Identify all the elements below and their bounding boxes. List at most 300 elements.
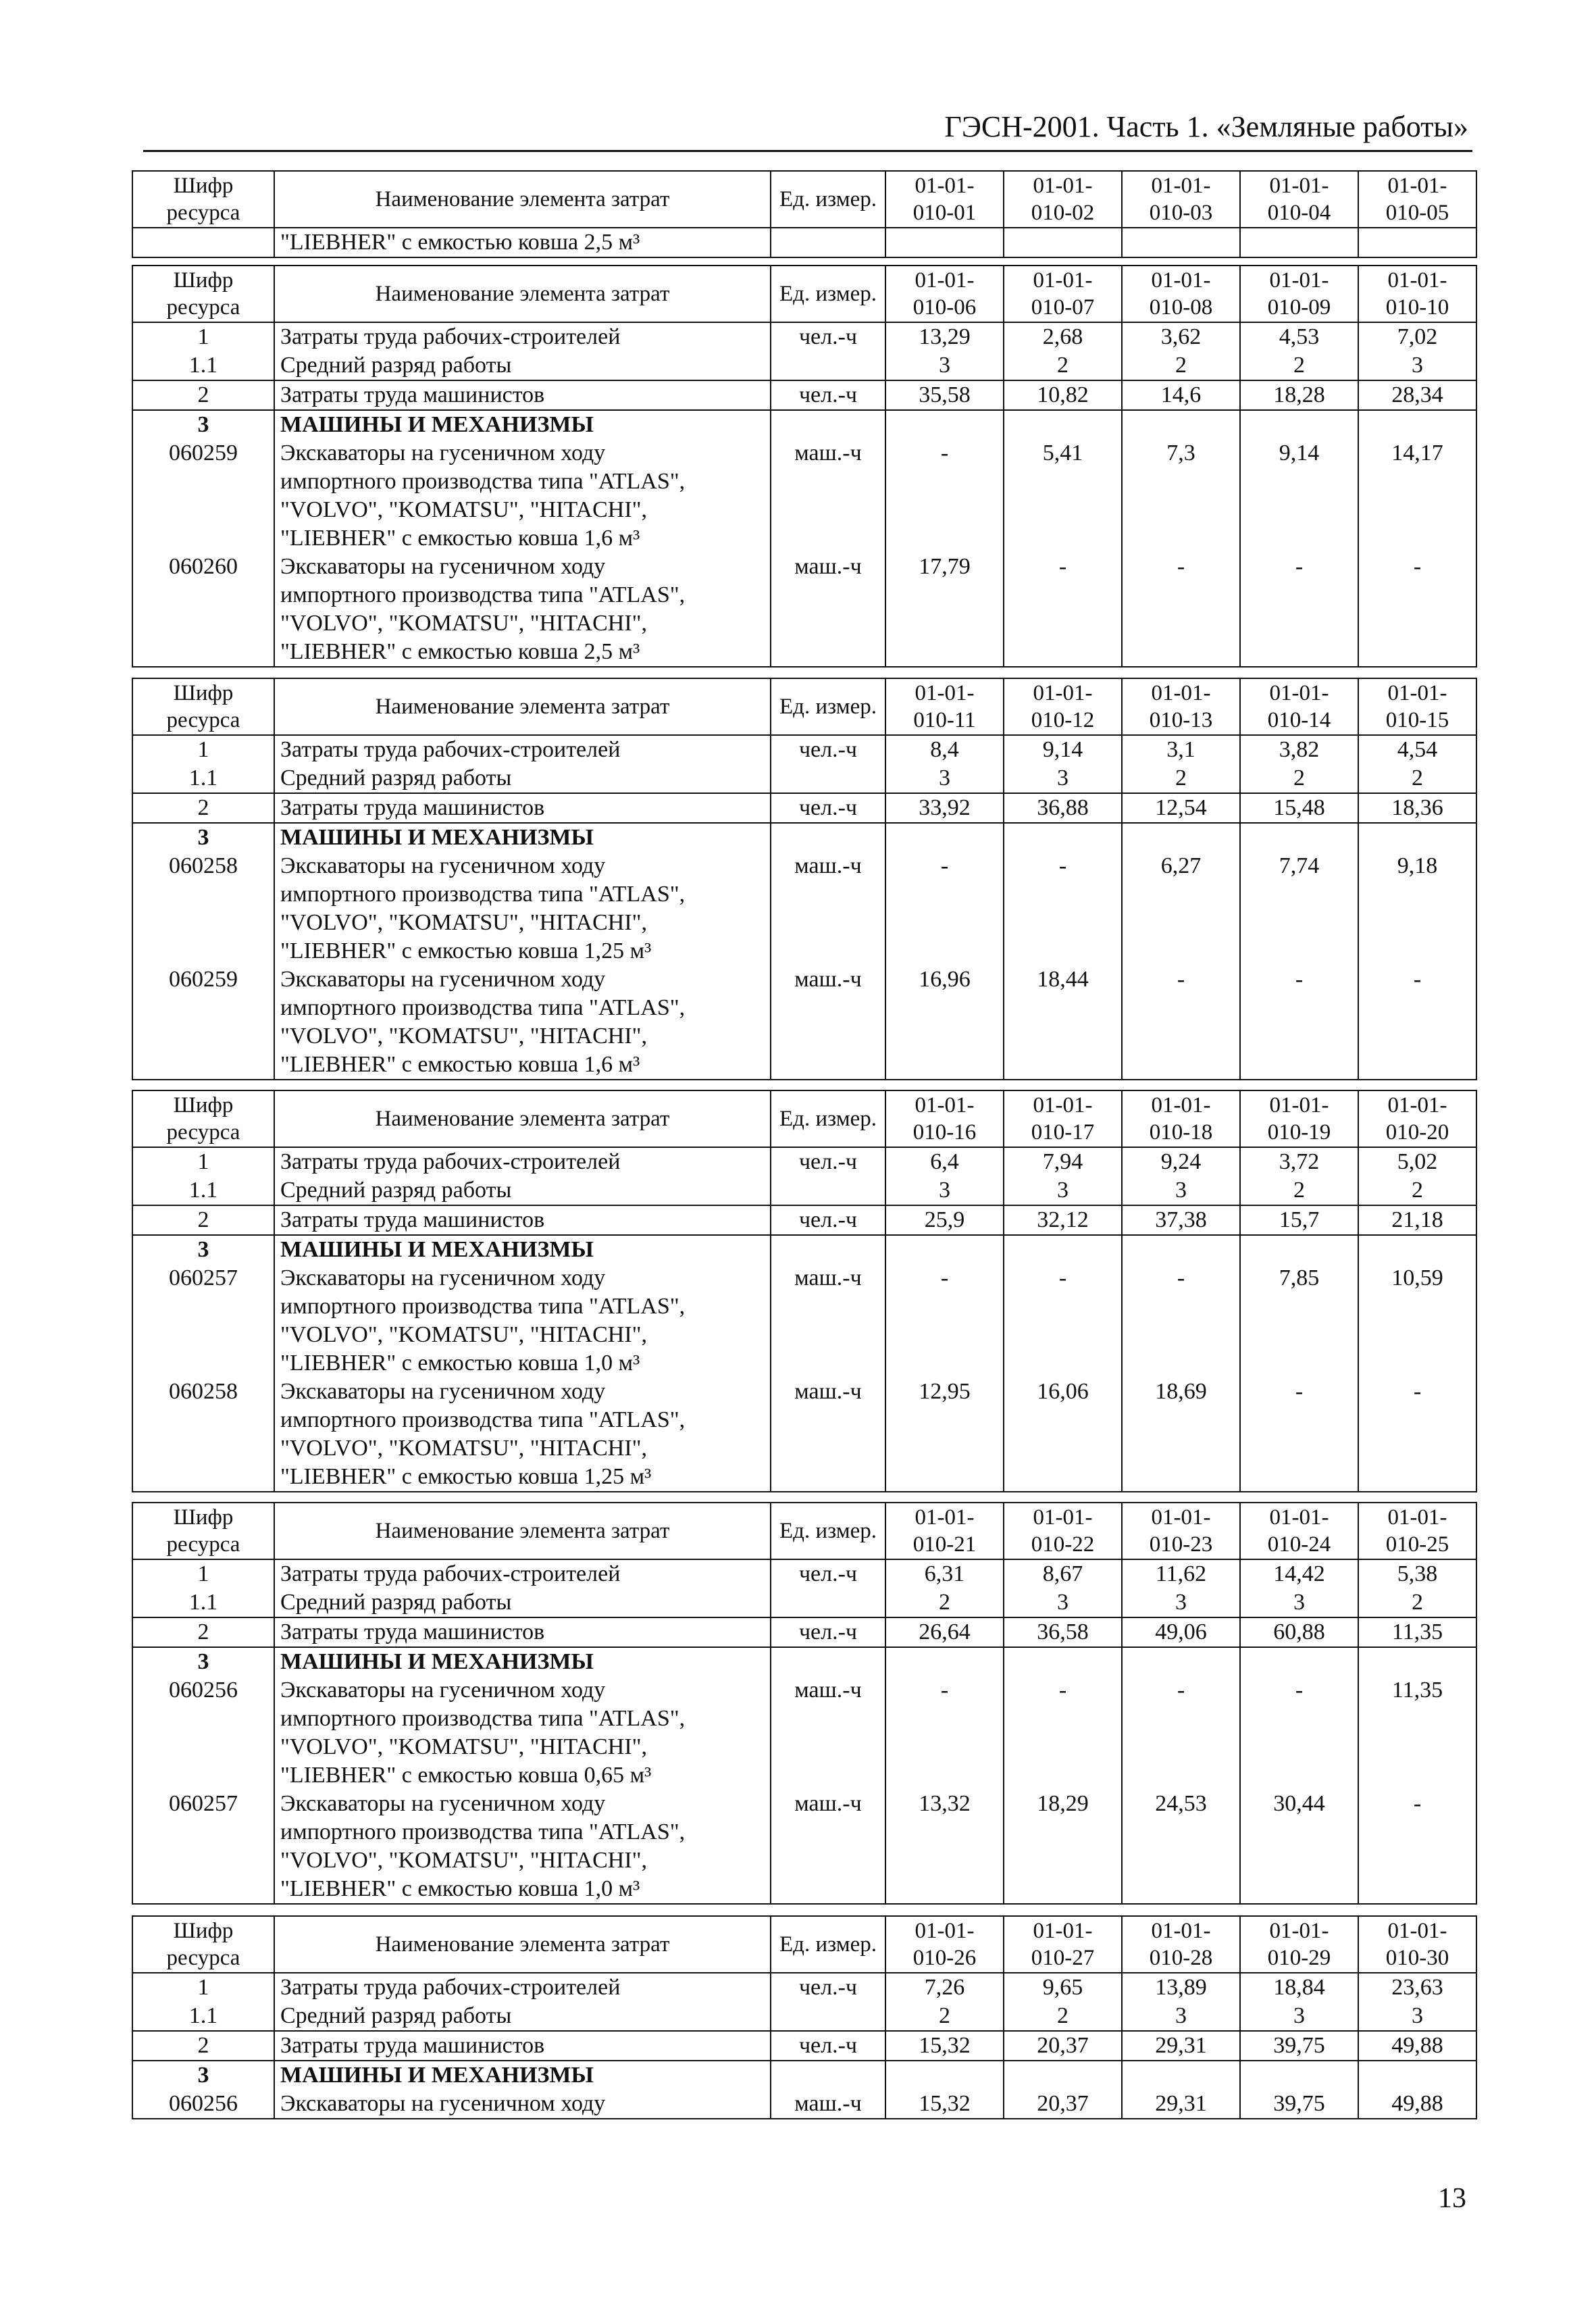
- table-row: [132, 1676, 1476, 1790]
- row-unit: чел.-ч: [771, 1205, 885, 1235]
- row-value: 7,94: [1004, 1147, 1122, 1176]
- row-value: 39,75: [1240, 2090, 1358, 2119]
- row-unit: чел.-ч: [771, 2031, 885, 2061]
- row-value: -: [1122, 553, 1240, 667]
- row-unit: маш.-ч: [771, 1790, 885, 1904]
- row-value: 2: [1122, 351, 1240, 380]
- header-norm-code: 01-01- 010-22: [1004, 1503, 1122, 1559]
- table-row: [132, 553, 1476, 667]
- norm-table-4: [132, 1090, 1477, 1492]
- table-header-row: [132, 1916, 1476, 1973]
- row-value: 8,67: [1004, 1559, 1122, 1588]
- row-value: -: [885, 439, 1004, 553]
- row-value: -: [1122, 965, 1240, 1080]
- table-row: [132, 2031, 1476, 2061]
- row-name: МАШИНЫ И МЕХАНИЗМЫ: [274, 1647, 771, 1676]
- row-unit: чел.-ч: [771, 793, 885, 823]
- header-unit: Ед. измер.: [771, 1090, 885, 1147]
- header-code: Шифр ресурса: [132, 1916, 274, 1973]
- row-code: 1: [132, 1147, 274, 1176]
- row-unit: маш.-ч: [771, 1264, 885, 1378]
- row-unit: [771, 823, 885, 852]
- row-unit: [771, 2061, 885, 2090]
- header-code: Шифр ресурса: [132, 1503, 274, 1559]
- table-row: [132, 1588, 1476, 1617]
- row-value: 2: [1358, 1588, 1476, 1617]
- table-row: [132, 1647, 1476, 1676]
- row-value: -: [1358, 553, 1476, 667]
- row-name: Затраты труда рабочих-строителей: [274, 1973, 771, 2002]
- row-value: -: [1004, 1264, 1122, 1378]
- row-code: 060256: [132, 2090, 274, 2119]
- row-value: [1240, 228, 1358, 257]
- header-title: ГЭСН-2001. Часть 1. «Земляные работы»: [944, 110, 1468, 143]
- row-value: 7,74: [1240, 852, 1358, 965]
- header-unit: Ед. измер.: [771, 266, 885, 322]
- header-code: Шифр ресурса: [132, 1090, 274, 1147]
- header-norm-code: 01-01- 010-03: [1122, 171, 1240, 228]
- row-code: 1.1: [132, 351, 274, 380]
- header-name: Наименование элемента затрат: [274, 1090, 771, 1147]
- row-name: Экскаваторы на гусеничном ходу импортного производства типа "ATLAS", "VOLVO", "KOMATSU", "HITACHI", "LIEBHER" с емкостью ковша 2,5 м³: [274, 553, 771, 667]
- row-value: 24,53: [1122, 1790, 1240, 1904]
- row-value: 3: [1358, 2002, 1476, 2031]
- row-value: 11,35: [1358, 1676, 1476, 1790]
- header-name: Наименование элемента затрат: [274, 1916, 771, 1973]
- row-value: 18,84: [1240, 1973, 1358, 2002]
- header-norm-code: 01-01- 010-20: [1358, 1090, 1476, 1147]
- row-value: 6,27: [1122, 852, 1240, 965]
- row-value: 3: [1240, 2002, 1358, 2031]
- row-value: 2: [1358, 1176, 1476, 1205]
- row-value: 3: [1358, 351, 1476, 380]
- row-value: 9,24: [1122, 1147, 1240, 1176]
- row-value: [885, 410, 1004, 439]
- header-norm-code: 01-01- 010-15: [1358, 678, 1476, 735]
- row-value: 13,32: [885, 1790, 1004, 1904]
- row-value: 35,58: [885, 380, 1004, 410]
- header-norm-code: 01-01- 010-09: [1240, 266, 1358, 322]
- row-value: 9,65: [1004, 1973, 1122, 2002]
- row-unit: [771, 1588, 885, 1617]
- row-value: 2: [885, 2002, 1004, 2031]
- row-name: МАШИНЫ И МЕХАНИЗМЫ: [274, 823, 771, 852]
- row-value: 18,36: [1358, 793, 1476, 823]
- row-value: 4,53: [1240, 322, 1358, 351]
- row-value: [1004, 1235, 1122, 1264]
- row-unit: чел.-ч: [771, 735, 885, 764]
- table-row: [132, 1235, 1476, 1264]
- row-value: 14,17: [1358, 439, 1476, 553]
- row-value: [1122, 1647, 1240, 1676]
- row-value: 3: [1122, 1176, 1240, 1205]
- header-unit: Ед. измер.: [771, 1503, 885, 1559]
- row-name: Экскаваторы на гусеничном ходу импортного производства типа "ATLAS", "VOLVO", "KOMATSU", "HITACHI", "LIEBHER" с емкостью ковша 1,0 м³: [274, 1264, 771, 1378]
- row-value: 3,1: [1122, 735, 1240, 764]
- row-value: 7,3: [1122, 439, 1240, 553]
- row-value: 49,06: [1122, 1617, 1240, 1647]
- row-value: -: [1240, 1676, 1358, 1790]
- row-value: 15,32: [885, 2031, 1004, 2061]
- row-name: Затраты труда машинистов: [274, 1205, 771, 1235]
- norm-table-6: [132, 1915, 1477, 2119]
- row-value: -: [1358, 1378, 1476, 1492]
- row-value: 7,26: [885, 1973, 1004, 2002]
- row-code: 060258: [132, 1378, 274, 1492]
- header-name: Наименование элемента затрат: [274, 266, 771, 322]
- row-code: 3: [132, 410, 274, 439]
- row-value: 9,14: [1240, 439, 1358, 553]
- header-name: Наименование элемента затрат: [274, 678, 771, 735]
- row-unit: маш.-ч: [771, 553, 885, 667]
- table-row: [132, 852, 1476, 965]
- row-unit: [771, 410, 885, 439]
- table-row: [132, 1147, 1476, 1176]
- row-unit: маш.-ч: [771, 2090, 885, 2119]
- table-row: [132, 2002, 1476, 2031]
- row-value: [1004, 228, 1122, 257]
- row-value: 15,32: [885, 2090, 1004, 2119]
- row-value: 11,35: [1358, 1617, 1476, 1647]
- row-name: Затраты труда машинистов: [274, 2031, 771, 2061]
- row-value: 7,02: [1358, 322, 1476, 351]
- row-value: 21,18: [1358, 1205, 1476, 1235]
- row-value: 15,7: [1240, 1205, 1358, 1235]
- row-value: 7,85: [1240, 1264, 1358, 1378]
- row-value: 15,48: [1240, 793, 1358, 823]
- row-value: [1004, 2061, 1122, 2090]
- row-name: Затраты труда рабочих-строителей: [274, 1559, 771, 1588]
- header-norm-code: 01-01- 010-06: [885, 266, 1004, 322]
- row-unit: маш.-ч: [771, 439, 885, 553]
- row-value: 9,14: [1004, 735, 1122, 764]
- row-value: [1358, 228, 1476, 257]
- header-norm-code: 01-01- 010-24: [1240, 1503, 1358, 1559]
- header-norm-code: 01-01- 010-28: [1122, 1916, 1240, 1973]
- row-unit: чел.-ч: [771, 1973, 885, 2002]
- row-value: 3: [885, 764, 1004, 793]
- row-value: 49,88: [1358, 2090, 1476, 2119]
- header-norm-code: 01-01- 010-05: [1358, 171, 1476, 228]
- row-value: [885, 2061, 1004, 2090]
- row-value: 18,44: [1004, 965, 1122, 1080]
- row-name: МАШИНЫ И МЕХАНИЗМЫ: [274, 1235, 771, 1264]
- row-value: [1004, 823, 1122, 852]
- header-norm-code: 01-01- 010-16: [885, 1090, 1004, 1147]
- row-value: 29,31: [1122, 2090, 1240, 2119]
- row-value: [1122, 1235, 1240, 1264]
- header-norm-code: 01-01- 010-27: [1004, 1916, 1122, 1973]
- row-value: 2: [1358, 764, 1476, 793]
- row-code: 1: [132, 1973, 274, 2002]
- header-code: Шифр ресурса: [132, 678, 274, 735]
- row-value: 5,38: [1358, 1559, 1476, 1588]
- row-value: [1240, 823, 1358, 852]
- header-norm-code: 01-01- 010-11: [885, 678, 1004, 735]
- row-name: Экскаваторы на гусеничном ходу импортного производства типа "ATLAS", "VOLVO", "KOMATSU", "HITACHI", "LIEBHER" с емкостью ковша 1,25 м³: [274, 852, 771, 965]
- table-row: [132, 322, 1476, 351]
- row-value: -: [1122, 1264, 1240, 1378]
- row-value: -: [1240, 965, 1358, 1080]
- table-row: [132, 965, 1476, 1080]
- row-value: -: [1004, 553, 1122, 667]
- row-code: 060259: [132, 965, 274, 1080]
- row-unit: [771, 228, 885, 257]
- row-name: "LIEBHER" с емкостью ковша 2,5 м³: [274, 228, 771, 257]
- row-value: 2: [1122, 764, 1240, 793]
- row-unit: маш.-ч: [771, 965, 885, 1080]
- row-value: 10,82: [1004, 380, 1122, 410]
- norm-table-3: [132, 678, 1477, 1080]
- row-value: 20,37: [1004, 2090, 1122, 2119]
- row-value: 36,88: [1004, 793, 1122, 823]
- row-code: 3: [132, 1235, 274, 1264]
- row-value: -: [885, 852, 1004, 965]
- header-norm-code: 01-01- 010-02: [1004, 171, 1122, 228]
- row-unit: [771, 2002, 885, 2031]
- row-value: -: [1240, 1378, 1358, 1492]
- row-code: 1.1: [132, 1588, 274, 1617]
- row-code: 3: [132, 2061, 274, 2090]
- row-code: 2: [132, 1617, 274, 1647]
- table-row: [132, 1790, 1476, 1904]
- row-name: Затраты труда машинистов: [274, 1617, 771, 1647]
- row-name: Средний разряд работы: [274, 351, 771, 380]
- table-header-row: [132, 266, 1476, 322]
- row-value: 2,68: [1004, 322, 1122, 351]
- row-value: 6,31: [885, 1559, 1004, 1588]
- row-name: Экскаваторы на гусеничном ходу импортного производства типа "ATLAS", "VOLVO", "KOMATSU", "HITACHI", "LIEBHER" с емкостью ковша 1,25 м³: [274, 1378, 771, 1492]
- table-row: [132, 1617, 1476, 1647]
- row-value: 28,34: [1358, 380, 1476, 410]
- header-norm-code: 01-01- 010-07: [1004, 266, 1122, 322]
- row-value: 60,88: [1240, 1617, 1358, 1647]
- row-value: [1358, 1647, 1476, 1676]
- row-value: 16,96: [885, 965, 1004, 1080]
- row-value: 5,41: [1004, 439, 1122, 553]
- row-value: [1240, 1647, 1358, 1676]
- row-code: 1: [132, 1559, 274, 1588]
- row-value: 3: [1004, 764, 1122, 793]
- table-row: [132, 1176, 1476, 1205]
- header-code: Шифр ресурса: [132, 171, 274, 228]
- row-code: 2: [132, 380, 274, 410]
- row-unit: маш.-ч: [771, 1378, 885, 1492]
- row-unit: чел.-ч: [771, 1617, 885, 1647]
- row-unit: [771, 1235, 885, 1264]
- header-name: Наименование элемента затрат: [274, 1503, 771, 1559]
- header-norm-code: 01-01- 010-25: [1358, 1503, 1476, 1559]
- row-value: 11,62: [1122, 1559, 1240, 1588]
- row-unit: чел.-ч: [771, 1559, 885, 1588]
- row-value: 10,59: [1358, 1264, 1476, 1378]
- page-header: [143, 108, 1472, 152]
- row-code: 1: [132, 322, 274, 351]
- row-name: Средний разряд работы: [274, 1176, 771, 1205]
- row-unit: [771, 1176, 885, 1205]
- row-name: Средний разряд работы: [274, 1588, 771, 1617]
- row-value: 14,42: [1240, 1559, 1358, 1588]
- row-value: 37,38: [1122, 1205, 1240, 1235]
- table-row: [132, 2061, 1476, 2090]
- row-code: 060257: [132, 1790, 274, 1904]
- row-value: -: [1358, 965, 1476, 1080]
- row-value: [885, 823, 1004, 852]
- table-row: [132, 2090, 1476, 2119]
- row-value: [1122, 823, 1240, 852]
- header-unit: Ед. измер.: [771, 678, 885, 735]
- header-code: Шифр ресурса: [132, 266, 274, 322]
- table-row: [132, 1264, 1476, 1378]
- table-row: [132, 439, 1476, 553]
- header-norm-code: 01-01- 010-30: [1358, 1916, 1476, 1973]
- row-value: 3: [1004, 1176, 1122, 1205]
- row-name: Экскаваторы на гусеничном ходу импортного производства типа "ATLAS", "VOLVO", "KOMATSU", "HITACHI", "LIEBHER" с емкостью ковша 1,0 м³: [274, 1790, 771, 1904]
- header-unit: Ед. измер.: [771, 171, 885, 228]
- row-unit: [771, 351, 885, 380]
- row-value: -: [1004, 852, 1122, 965]
- header-norm-code: 01-01- 010-13: [1122, 678, 1240, 735]
- header-unit: Ед. измер.: [771, 1916, 885, 1973]
- row-code: 060257: [132, 1264, 274, 1378]
- row-value: 23,63: [1358, 1973, 1476, 2002]
- row-value: 49,88: [1358, 2031, 1476, 2061]
- row-value: -: [1004, 1676, 1122, 1790]
- row-value: 33,92: [885, 793, 1004, 823]
- row-unit: маш.-ч: [771, 852, 885, 965]
- row-value: 29,31: [1122, 2031, 1240, 2061]
- row-value: 30,44: [1240, 1790, 1358, 1904]
- row-code: 1: [132, 735, 274, 764]
- row-code: 060258: [132, 852, 274, 965]
- row-value: [1358, 410, 1476, 439]
- row-value: 25,9: [885, 1205, 1004, 1235]
- row-name: Экскаваторы на гусеничном ходу импортного производства типа "ATLAS", "VOLVO", "KOMATSU", "HITACHI", "LIEBHER" с емкостью ковша 1,6 м³: [274, 965, 771, 1080]
- table-header-row: [132, 1090, 1476, 1147]
- table-row: [132, 1378, 1476, 1492]
- row-value: 18,69: [1122, 1378, 1240, 1492]
- row-value: [1122, 410, 1240, 439]
- row-value: 3: [885, 1176, 1004, 1205]
- row-name: Экскаваторы на гусеничном ходу импортного производства типа "ATLAS", "VOLVO", "KOMATSU", "HITACHI", "LIEBHER" с емкостью ковша 1,6 м³: [274, 439, 771, 553]
- row-value: -: [885, 1676, 1004, 1790]
- row-code: 1.1: [132, 2002, 274, 2031]
- row-value: 3: [1240, 1588, 1358, 1617]
- row-value: 14,6: [1122, 380, 1240, 410]
- row-unit: [771, 1647, 885, 1676]
- header-norm-code: 01-01- 010-12: [1004, 678, 1122, 735]
- row-code: 3: [132, 823, 274, 852]
- row-value: [1240, 2061, 1358, 2090]
- row-value: 3: [1004, 1588, 1122, 1617]
- norm-table-2: [132, 265, 1477, 668]
- row-value: 12,95: [885, 1378, 1004, 1492]
- header-norm-code: 01-01- 010-19: [1240, 1090, 1358, 1147]
- row-name: Экскаваторы на гусеничном ходу: [274, 2090, 771, 2119]
- row-value: [885, 1647, 1004, 1676]
- row-value: -: [1240, 553, 1358, 667]
- row-value: 17,79: [885, 553, 1004, 667]
- table-header-row: [132, 171, 1476, 228]
- row-value: 3,82: [1240, 735, 1358, 764]
- row-value: [1358, 823, 1476, 852]
- row-value: 5,02: [1358, 1147, 1476, 1176]
- row-value: 4,54: [1358, 735, 1476, 764]
- row-value: [1004, 410, 1122, 439]
- row-value: 18,28: [1240, 380, 1358, 410]
- table-row: [132, 380, 1476, 410]
- row-unit: чел.-ч: [771, 322, 885, 351]
- row-name: МАШИНЫ И МЕХАНИЗМЫ: [274, 2061, 771, 2090]
- table-row: [132, 410, 1476, 439]
- row-name: Затраты труда рабочих-строителей: [274, 322, 771, 351]
- header-norm-code: 01-01- 010-10: [1358, 266, 1476, 322]
- row-value: 26,64: [885, 1617, 1004, 1647]
- table-row: [132, 823, 1476, 852]
- row-value: 2: [1240, 1176, 1358, 1205]
- header-norm-code: 01-01- 010-29: [1240, 1916, 1358, 1973]
- norm-table-1: [132, 170, 1477, 258]
- row-value: 2: [1004, 351, 1122, 380]
- row-value: 39,75: [1240, 2031, 1358, 2061]
- row-unit: чел.-ч: [771, 380, 885, 410]
- row-value: 6,4: [885, 1147, 1004, 1176]
- row-unit: маш.-ч: [771, 1676, 885, 1790]
- row-value: 3: [885, 351, 1004, 380]
- row-value: [1240, 1235, 1358, 1264]
- row-value: [1122, 2061, 1240, 2090]
- row-value: 20,37: [1004, 2031, 1122, 2061]
- row-code: 3: [132, 1647, 274, 1676]
- table-row: [132, 228, 1476, 257]
- row-code: [132, 228, 274, 257]
- row-value: 2: [1004, 2002, 1122, 2031]
- row-value: -: [1122, 1676, 1240, 1790]
- row-code: 060256: [132, 1676, 274, 1790]
- row-code: 2: [132, 1205, 274, 1235]
- row-name: Затраты труда рабочих-строителей: [274, 735, 771, 764]
- row-value: [1358, 1235, 1476, 1264]
- row-value: -: [885, 1264, 1004, 1378]
- row-name: Затраты труда машинистов: [274, 380, 771, 410]
- table-header-row: [132, 1503, 1476, 1559]
- row-value: 12,54: [1122, 793, 1240, 823]
- header-norm-code: 01-01- 010-21: [885, 1503, 1004, 1559]
- row-code: 2: [132, 2031, 274, 2061]
- table-row: [132, 1205, 1476, 1235]
- row-name: Затраты труда машинистов: [274, 793, 771, 823]
- row-value: -: [1358, 1790, 1476, 1904]
- header-norm-code: 01-01- 010-26: [885, 1916, 1004, 1973]
- row-value: 3,72: [1240, 1147, 1358, 1176]
- header-norm-code: 01-01- 010-17: [1004, 1090, 1122, 1147]
- header-name: Наименование элемента затрат: [274, 171, 771, 228]
- table-header-row: [132, 678, 1476, 735]
- row-unit: чел.-ч: [771, 1147, 885, 1176]
- header-norm-code: 01-01- 010-14: [1240, 678, 1358, 735]
- row-code: 2: [132, 793, 274, 823]
- row-value: 9,18: [1358, 852, 1476, 965]
- row-value: 8,4: [885, 735, 1004, 764]
- header-norm-code: 01-01- 010-18: [1122, 1090, 1240, 1147]
- header-norm-code: 01-01- 010-01: [885, 171, 1004, 228]
- table-row: [132, 793, 1476, 823]
- row-value: [1240, 410, 1358, 439]
- row-value: [1004, 1647, 1122, 1676]
- row-value: 13,89: [1122, 1973, 1240, 2002]
- row-code: 060260: [132, 553, 274, 667]
- row-value: 2: [1240, 351, 1358, 380]
